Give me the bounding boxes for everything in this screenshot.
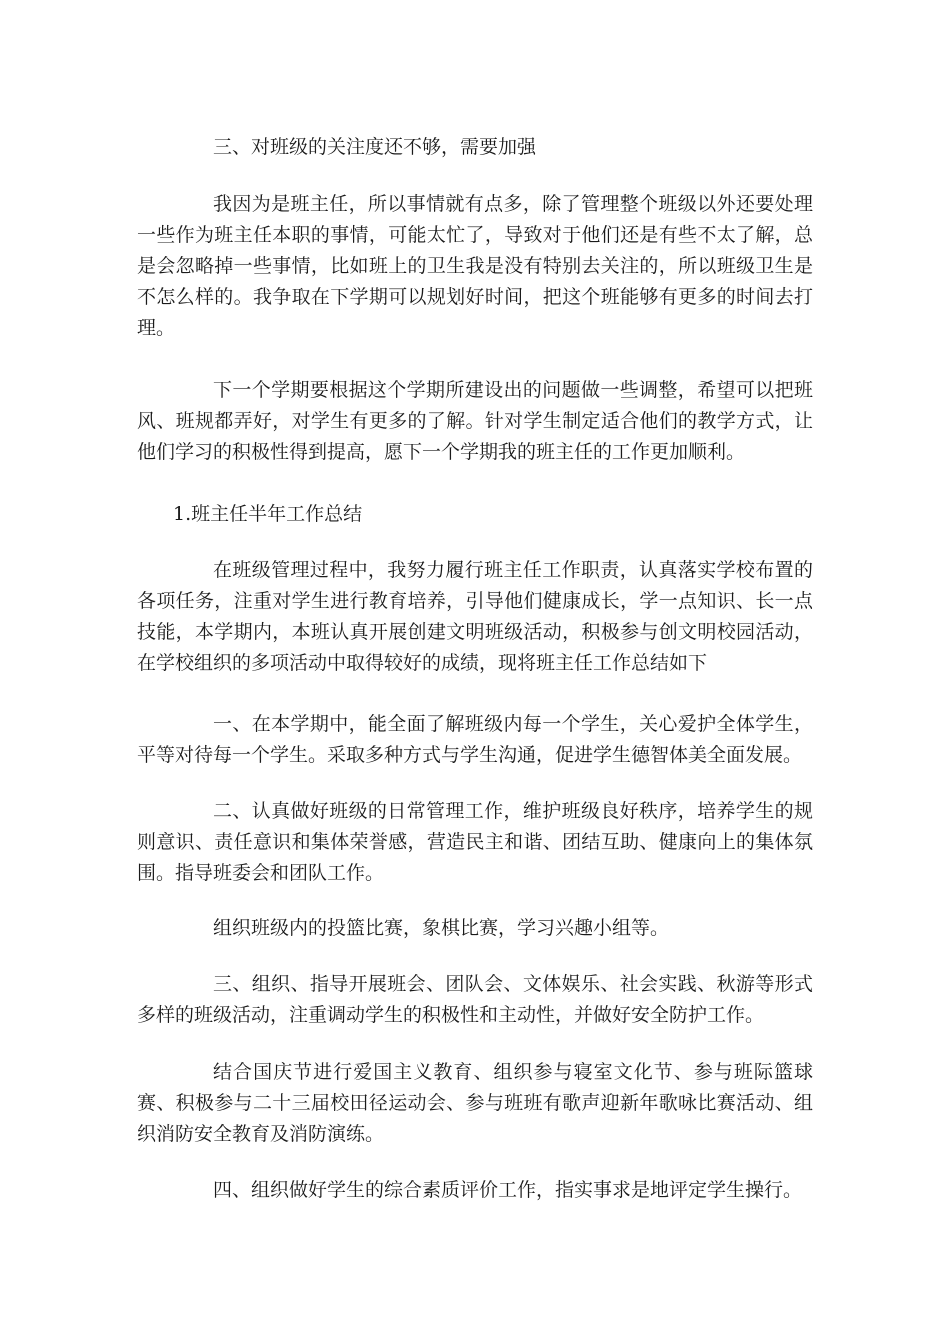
section-title-summary: 1.班主任半年工作总结	[173, 503, 363, 525]
paragraph-busy-teacher: 我因为是班主任，所以事情就有点多，除了管理整个班级以外还要处理一些作为班主任本职的事情，可能太忙了，导致对于他们还是有些不太了解，总是会忽略掉一些事情，比如班上的卫生我是没有特别去关注的，所以班级卫生是不怎么样的。我争取在下学期可以规划好时间，把这个班能够有更多的时间去打理。	[137, 193, 813, 339]
paragraph-item-four: 四、组织做好学生的综合素质评价工作，指实事求是地评定学生操行。	[213, 1179, 803, 1201]
paragraph-class-management: 在班级管理过程中，我努力履行班主任工作职责，认真落实学校布置的各项任务，注重对学生进行教育培养，引导他们健康成长，学一点知识、长一点技能，本学期内，本班认真开展创建文明班级活动，积极参与创文明校园活动，在学校组织的多项活动中取得较好的成绩，现将班主任工作总结如下	[137, 559, 813, 674]
paragraph-item-three: 三、组织、指导开展班会、团队会、文体娱乐、社会实践、秋游等形式多样的班级活动，注重调动学生的积极性和主动性，并做好安全防护工作。	[137, 973, 813, 1026]
section-heading-attention: 三、对班级的关注度还不够，需要加强	[213, 136, 537, 158]
paragraph-item-two: 二、认真做好班级的日常管理工作，维护班级良好秩序，培养学生的规则意识、责任意识和集体荣誉感，营造民主和谐、团结互助、健康向上的集体氛围。指导班委会和团队工作。	[137, 800, 813, 884]
paragraph-national-day: 结合国庆节进行爱国主义教育、组织参与寝室文化节、参与班际篮球赛、积极参与二十三届校田径运动会、参与班班有歌声迎新年歌咏比赛活动、组织消防安全教育及消防演练。	[137, 1061, 813, 1145]
paragraph-competitions: 组织班级内的投篮比赛，象棋比赛，学习兴趣小组等。	[213, 917, 670, 939]
paragraph-item-one: 一、在本学期中，能全面了解班级内每一个学生，关心爱护全体学生，平等对待每一个学生。采取多种方式与学生沟通，促进学生德智体美全面发展。	[137, 713, 813, 766]
paragraph-next-semester: 下一个学期要根据这个学期所建设出的问题做一些调整，希望可以把班风、班规都弄好，对学生有更多的了解。针对学生制定适合他们的教学方式，让他们学习的积极性得到提高，愿下一个学期我的班主任的工作更加顺利。	[137, 379, 813, 463]
